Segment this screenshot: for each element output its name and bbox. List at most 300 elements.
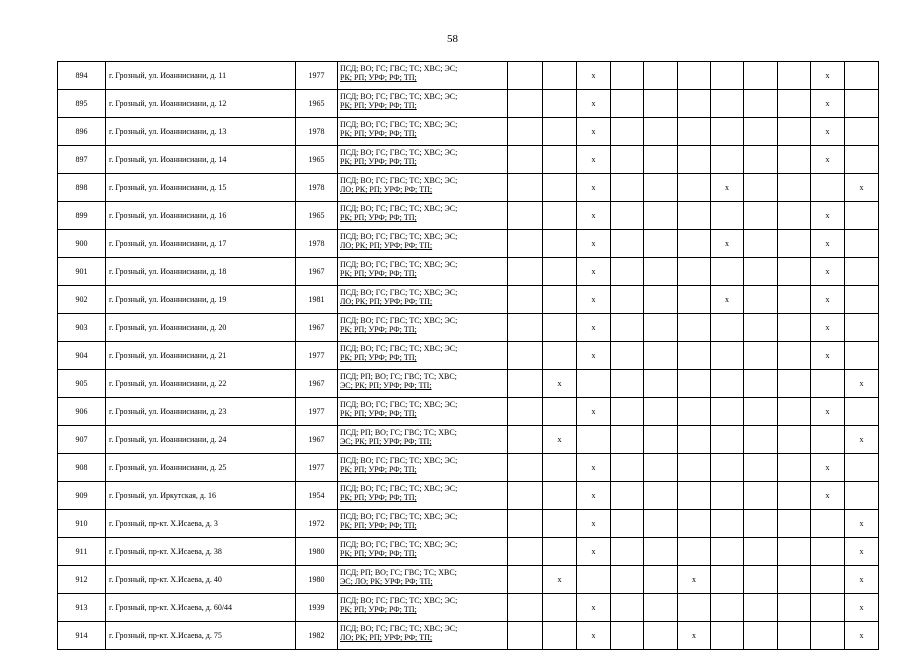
row-flag-cell xyxy=(744,258,778,286)
row-address: г. Грозный, ул. Иоаннисиани, д. 12 xyxy=(106,90,296,118)
row-flag-cell: x xyxy=(577,622,611,650)
row-flag-cell: x xyxy=(678,566,711,594)
row-year: 1977 xyxy=(296,454,338,482)
row-address: г. Грозный, ул. Иоаннисиани, д. 25 xyxy=(106,454,296,482)
row-flag-cell xyxy=(744,314,778,342)
table-row xyxy=(58,342,879,370)
row-flag-cell: x xyxy=(577,118,611,146)
row-flag-cell xyxy=(644,398,678,426)
row-flag-cell xyxy=(778,174,811,202)
row-flag-cell xyxy=(508,118,543,146)
row-flag-cell: x xyxy=(577,174,611,202)
row-flag-cell xyxy=(845,62,879,90)
row-flag-cell xyxy=(711,426,744,454)
table-row xyxy=(58,510,879,538)
row-number: 906 xyxy=(58,398,106,426)
row-flag-cell xyxy=(678,62,711,90)
row-flag-cell: x xyxy=(577,482,611,510)
row-works xyxy=(338,370,508,398)
row-flag-cell: x xyxy=(811,118,845,146)
row-flag-cell xyxy=(711,90,744,118)
row-works xyxy=(338,258,508,286)
row-flag-cell: x xyxy=(811,62,845,90)
page-number: 58 xyxy=(447,33,458,45)
row-year: 1981 xyxy=(296,286,338,314)
works-line-2: РК; РП; УРФ; РФ; ТП; xyxy=(340,157,417,166)
works-line-1: ПСД; ВО; ГС; ГВС; ТС; ХВС; ЭС; xyxy=(340,288,458,297)
row-flag-cell xyxy=(611,118,644,146)
table-row xyxy=(58,426,879,454)
row-works xyxy=(338,594,508,622)
row-flag-cell xyxy=(611,510,644,538)
row-flag-cell xyxy=(611,370,644,398)
row-flag-cell xyxy=(711,566,744,594)
row-flag-cell xyxy=(543,398,577,426)
row-flag-cell xyxy=(611,342,644,370)
row-works xyxy=(338,426,508,454)
table-row xyxy=(58,566,879,594)
row-flag-cell: x xyxy=(811,454,845,482)
row-flag-cell: x xyxy=(577,510,611,538)
row-flag-cell xyxy=(611,258,644,286)
row-flag-cell xyxy=(778,90,811,118)
row-flag-cell xyxy=(845,454,879,482)
row-flag-cell: x xyxy=(845,594,879,622)
works-line-1: ПСД; ВО; ГС; ГВС; ТС; ХВС; ЭС; xyxy=(340,148,458,157)
row-flag-cell: x xyxy=(577,594,611,622)
row-flag-cell xyxy=(611,230,644,258)
works-line-2: ЭС; ЛО; РК; УРФ; РФ; ТП; xyxy=(340,577,433,586)
row-flag-cell xyxy=(508,594,543,622)
works-line-2: РК; РП; УРФ; РФ; ТП; xyxy=(340,465,417,474)
row-works xyxy=(338,118,508,146)
row-flag-cell xyxy=(644,90,678,118)
table-row xyxy=(58,286,879,314)
row-address: г. Грозный, ул. Иоаннисиани, д. 16 xyxy=(106,202,296,230)
row-flag-cell xyxy=(778,202,811,230)
row-flag-cell xyxy=(778,314,811,342)
row-flag-cell xyxy=(711,314,744,342)
row-flag-cell: x xyxy=(845,538,879,566)
row-flag-cell xyxy=(611,146,644,174)
row-year: 1978 xyxy=(296,174,338,202)
row-flag-cell xyxy=(744,566,778,594)
row-flag-cell: x xyxy=(577,258,611,286)
works-line-2: РК; РП; УРФ; РФ; ТП; xyxy=(340,325,417,334)
row-flag-cell xyxy=(543,230,577,258)
row-works xyxy=(338,230,508,258)
row-flag-cell xyxy=(644,370,678,398)
row-flag-cell xyxy=(577,426,611,454)
row-flag-cell: x xyxy=(811,202,845,230)
row-flag-cell xyxy=(611,594,644,622)
row-flag-cell xyxy=(543,118,577,146)
works-line-2: РК; РП; УРФ; РФ; ТП; xyxy=(340,549,417,558)
row-address: г. Грозный, ул. Иоаннисиани, д. 15 xyxy=(106,174,296,202)
row-flag-cell: x xyxy=(711,230,744,258)
row-flag-cell xyxy=(811,566,845,594)
row-flag-cell xyxy=(711,454,744,482)
row-flag-cell xyxy=(678,202,711,230)
works-line-2: ЛО; РК; РП; УРФ; РФ; ТП; xyxy=(340,297,433,306)
row-flag-cell xyxy=(508,286,543,314)
row-flag-cell xyxy=(744,118,778,146)
row-flag-cell xyxy=(543,342,577,370)
row-flag-cell xyxy=(644,510,678,538)
row-works xyxy=(338,398,508,426)
row-flag-cell xyxy=(811,510,845,538)
row-number: 899 xyxy=(58,202,106,230)
row-works xyxy=(338,566,508,594)
row-year: 1977 xyxy=(296,342,338,370)
works-line-1: ПСД; ВО; ГС; ГВС; ТС; ХВС; ЭС; xyxy=(340,92,458,101)
row-flag-cell xyxy=(778,230,811,258)
row-flag-cell: x xyxy=(577,62,611,90)
row-flag-cell xyxy=(711,538,744,566)
row-year: 1972 xyxy=(296,510,338,538)
works-line-1: ПСД; ВО; ГС; ГВС; ТС; ХВС; ЭС; xyxy=(340,596,458,605)
row-flag-cell xyxy=(611,426,644,454)
row-number: 909 xyxy=(58,482,106,510)
row-flag-cell: x xyxy=(577,454,611,482)
row-flag-cell xyxy=(678,118,711,146)
works-line-2: РК; РП; УРФ; РФ; ТП; xyxy=(340,101,417,110)
works-line-2: РК; РП; УРФ; РФ; ТП; xyxy=(340,213,417,222)
row-flag-cell xyxy=(678,482,711,510)
row-number: 904 xyxy=(58,342,106,370)
works-line-2: РК; РП; УРФ; РФ; ТП; xyxy=(340,269,417,278)
row-flag-cell xyxy=(811,370,845,398)
row-flag-cell xyxy=(678,286,711,314)
row-flag-cell xyxy=(611,398,644,426)
row-flag-cell xyxy=(845,342,879,370)
row-address: г. Грозный, ул. Иоаннисиани, д. 24 xyxy=(106,426,296,454)
row-flag-cell: x xyxy=(543,370,577,398)
row-flag-cell xyxy=(543,174,577,202)
row-works xyxy=(338,510,508,538)
row-number: 911 xyxy=(58,538,106,566)
row-flag-cell xyxy=(543,314,577,342)
row-flag-cell xyxy=(711,482,744,510)
row-flag-cell xyxy=(711,118,744,146)
row-flag-cell: x xyxy=(845,370,879,398)
row-flag-cell: x xyxy=(811,286,845,314)
row-flag-cell xyxy=(811,594,845,622)
row-flag-cell xyxy=(508,258,543,286)
row-flag-cell xyxy=(508,510,543,538)
row-address: г. Грозный, пр-кт. Х.Исаева, д. 60/44 xyxy=(106,594,296,622)
row-flag-cell xyxy=(778,622,811,650)
row-flag-cell xyxy=(711,594,744,622)
row-flag-cell xyxy=(508,230,543,258)
row-flag-cell xyxy=(611,622,644,650)
row-number: 907 xyxy=(58,426,106,454)
row-flag-cell: x xyxy=(811,146,845,174)
row-flag-cell xyxy=(778,398,811,426)
row-flag-cell: x xyxy=(811,90,845,118)
row-flag-cell xyxy=(678,510,711,538)
row-flag-cell xyxy=(678,594,711,622)
row-flag-cell xyxy=(611,566,644,594)
works-line-1: ПСД; РП; ВО; ГС; ГВС; ТС; ХВС; xyxy=(340,428,457,437)
row-flag-cell: x xyxy=(811,398,845,426)
row-flag-cell xyxy=(611,174,644,202)
table-row xyxy=(58,90,879,118)
works-line-1: ПСД; ВО; ГС; ГВС; ТС; ХВС; ЭС; xyxy=(340,456,458,465)
row-flag-cell xyxy=(845,286,879,314)
row-address: г. Грозный, ул. Иоаннисиани, д. 11 xyxy=(106,62,296,90)
row-address: г. Грозный, ул. Иоаннисиани, д. 18 xyxy=(106,258,296,286)
works-line-1: ПСД; ВО; ГС; ГВС; ТС; ХВС; ЭС; xyxy=(340,484,458,493)
row-flag-cell xyxy=(778,426,811,454)
row-flag-cell: x xyxy=(543,426,577,454)
row-works xyxy=(338,90,508,118)
row-flag-cell xyxy=(508,482,543,510)
row-flag-cell xyxy=(744,482,778,510)
row-flag-cell xyxy=(744,202,778,230)
row-flag-cell xyxy=(778,454,811,482)
row-flag-cell xyxy=(744,622,778,650)
row-flag-cell xyxy=(644,426,678,454)
row-flag-cell: x xyxy=(811,230,845,258)
row-flag-cell xyxy=(678,90,711,118)
table-row xyxy=(58,314,879,342)
works-line-1: ПСД; ВО; ГС; ГВС; ТС; ХВС; ЭС; xyxy=(340,316,458,325)
row-flag-cell xyxy=(744,398,778,426)
row-flag-cell xyxy=(644,622,678,650)
row-flag-cell xyxy=(508,538,543,566)
row-flag-cell: x xyxy=(845,622,879,650)
row-number: 910 xyxy=(58,510,106,538)
row-flag-cell xyxy=(644,258,678,286)
row-flag-cell xyxy=(744,286,778,314)
table-row xyxy=(58,594,879,622)
works-line-2: РК; РП; УРФ; РФ; ТП; xyxy=(340,493,417,502)
row-address: г. Грозный, пр-кт. Х.Исаева, д. 38 xyxy=(106,538,296,566)
works-line-1: ПСД; ВО; ГС; ГВС; ТС; ХВС; ЭС; xyxy=(340,204,458,213)
row-year: 1939 xyxy=(296,594,338,622)
row-flag-cell xyxy=(508,90,543,118)
row-flag-cell: x xyxy=(845,510,879,538)
row-flag-cell xyxy=(611,62,644,90)
row-flag-cell: x xyxy=(811,258,845,286)
row-flag-cell: x xyxy=(711,286,744,314)
row-flag-cell xyxy=(845,482,879,510)
row-flag-cell xyxy=(577,370,611,398)
row-flag-cell xyxy=(778,538,811,566)
row-flag-cell xyxy=(778,566,811,594)
row-flag-cell xyxy=(678,174,711,202)
row-number: 901 xyxy=(58,258,106,286)
row-works xyxy=(338,62,508,90)
row-flag-cell: x xyxy=(811,482,845,510)
row-number: 903 xyxy=(58,314,106,342)
row-flag-cell: x xyxy=(845,566,879,594)
row-flag-cell xyxy=(543,62,577,90)
row-flag-cell xyxy=(508,314,543,342)
table-row xyxy=(58,454,879,482)
works-line-1: ПСД; ВО; ГС; ГВС; ТС; ХВС; ЭС; xyxy=(340,64,458,73)
row-flag-cell xyxy=(778,286,811,314)
row-number: 905 xyxy=(58,370,106,398)
row-flag-cell xyxy=(711,146,744,174)
row-works xyxy=(338,454,508,482)
row-flag-cell xyxy=(744,370,778,398)
table-row xyxy=(58,230,879,258)
row-flag-cell xyxy=(508,426,543,454)
row-flag-cell xyxy=(711,202,744,230)
row-flag-cell xyxy=(611,482,644,510)
works-line-2: РК; РП; УРФ; РФ; ТП; xyxy=(340,73,417,82)
row-flag-cell xyxy=(744,342,778,370)
row-flag-cell xyxy=(778,482,811,510)
row-address: г. Грозный, ул. Иоаннисиани, д. 14 xyxy=(106,146,296,174)
row-flag-cell xyxy=(845,90,879,118)
row-flag-cell: x xyxy=(577,538,611,566)
row-flag-cell xyxy=(611,202,644,230)
row-number: 913 xyxy=(58,594,106,622)
works-line-1: ПСД; ВО; ГС; ГВС; ТС; ХВС; ЭС; xyxy=(340,400,458,409)
row-flag-cell xyxy=(744,230,778,258)
row-year: 1977 xyxy=(296,62,338,90)
row-flag-cell: x xyxy=(811,342,845,370)
row-address: г. Грозный, ул. Иоаннисиани, д. 22 xyxy=(106,370,296,398)
row-flag-cell xyxy=(543,258,577,286)
row-flag-cell xyxy=(678,398,711,426)
row-flag-cell: x xyxy=(678,622,711,650)
row-flag-cell xyxy=(778,62,811,90)
row-flag-cell xyxy=(611,90,644,118)
row-flag-cell xyxy=(711,370,744,398)
works-line-2: ЭС; РК; РП; УРФ; РФ; ТП; xyxy=(340,381,432,390)
row-address: г. Грозный, ул. Иоаннисиани, д. 17 xyxy=(106,230,296,258)
works-line-2: РК; РП; УРФ; РФ; ТП; xyxy=(340,129,417,138)
row-flag-cell xyxy=(543,202,577,230)
row-year: 1980 xyxy=(296,538,338,566)
table-row xyxy=(58,622,879,650)
row-flag-cell xyxy=(711,258,744,286)
row-works xyxy=(338,286,508,314)
works-line-2: ЛО; РК; РП; УРФ; РФ; ТП; xyxy=(340,185,433,194)
row-flag-cell xyxy=(508,370,543,398)
row-number: 914 xyxy=(58,622,106,650)
row-flag-cell xyxy=(778,594,811,622)
row-flag-cell xyxy=(543,454,577,482)
row-flag-cell xyxy=(778,258,811,286)
row-flag-cell: x xyxy=(577,146,611,174)
row-year: 1967 xyxy=(296,426,338,454)
row-address: г. Грозный, ул. Иоаннисиани, д. 23 xyxy=(106,398,296,426)
row-flag-cell xyxy=(543,510,577,538)
row-number: 912 xyxy=(58,566,106,594)
row-year: 1982 xyxy=(296,622,338,650)
works-line-2: ЭС; РК; РП; УРФ; РФ; ТП; xyxy=(340,437,432,446)
row-flag-cell xyxy=(744,174,778,202)
row-flag-cell xyxy=(678,454,711,482)
row-address: г. Грозный, ул. Иркутская, д. 16 xyxy=(106,482,296,510)
works-line-2: РК; РП; УРФ; РФ; ТП; xyxy=(340,353,417,362)
row-flag-cell xyxy=(845,202,879,230)
row-year: 1967 xyxy=(296,370,338,398)
row-flag-cell xyxy=(678,342,711,370)
row-flag-cell xyxy=(678,426,711,454)
row-address: г. Грозный, ул. Иоаннисиани, д. 20 xyxy=(106,314,296,342)
row-year: 1965 xyxy=(296,90,338,118)
row-address: г. Грозный, ул. Иоаннисиани, д. 21 xyxy=(106,342,296,370)
row-flag-cell xyxy=(508,146,543,174)
row-flag-cell xyxy=(845,314,879,342)
row-address: г. Грозный, пр-кт. Х.Исаева, д. 40 xyxy=(106,566,296,594)
row-number: 897 xyxy=(58,146,106,174)
row-flag-cell xyxy=(644,594,678,622)
works-line-1: ПСД; ВО; ГС; ГВС; ТС; ХВС; ЭС; xyxy=(340,624,458,633)
row-address: г. Грозный, пр-кт. Х.Исаева, д. 75 xyxy=(106,622,296,650)
works-line-2: РК; РП; УРФ; РФ; ТП; xyxy=(340,409,417,418)
row-year: 1977 xyxy=(296,398,338,426)
row-flag-cell xyxy=(611,286,644,314)
row-flag-cell xyxy=(508,342,543,370)
row-flag-cell xyxy=(644,174,678,202)
row-flag-cell xyxy=(711,510,744,538)
row-flag-cell xyxy=(611,454,644,482)
row-year: 1967 xyxy=(296,258,338,286)
works-line-1: ПСД; ВО; ГС; ГВС; ТС; ХВС; ЭС; xyxy=(340,512,458,521)
row-flag-cell xyxy=(778,370,811,398)
row-flag-cell xyxy=(744,426,778,454)
row-number: 900 xyxy=(58,230,106,258)
row-flag-cell xyxy=(845,230,879,258)
works-line-2: ЛО; РК; РП; УРФ; РФ; ТП; xyxy=(340,241,433,250)
row-number: 902 xyxy=(58,286,106,314)
row-number: 908 xyxy=(58,454,106,482)
row-flag-cell xyxy=(711,342,744,370)
row-address: г. Грозный, ул. Иоаннисиани, д. 19 xyxy=(106,286,296,314)
row-flag-cell xyxy=(811,174,845,202)
row-works xyxy=(338,174,508,202)
row-flag-cell: x xyxy=(845,174,879,202)
row-flag-cell: x xyxy=(577,314,611,342)
row-flag-cell xyxy=(678,146,711,174)
row-flag-cell xyxy=(644,482,678,510)
row-flag-cell xyxy=(811,538,845,566)
row-flag-cell xyxy=(543,622,577,650)
row-flag-cell xyxy=(744,90,778,118)
row-flag-cell xyxy=(644,230,678,258)
row-number: 895 xyxy=(58,90,106,118)
row-flag-cell: x xyxy=(811,314,845,342)
row-flag-cell xyxy=(744,510,778,538)
row-flag-cell xyxy=(845,398,879,426)
row-number: 894 xyxy=(58,62,106,90)
row-flag-cell xyxy=(543,286,577,314)
works-line-2: РК; РП; УРФ; РФ; ТП; xyxy=(340,605,417,614)
row-flag-cell xyxy=(644,454,678,482)
row-flag-cell xyxy=(778,146,811,174)
table-row xyxy=(58,118,879,146)
row-flag-cell xyxy=(644,62,678,90)
row-flag-cell: x xyxy=(711,174,744,202)
row-flag-cell xyxy=(711,62,744,90)
row-works xyxy=(338,314,508,342)
table-row xyxy=(58,258,879,286)
row-flag-cell: x xyxy=(845,426,879,454)
row-flag-cell xyxy=(678,230,711,258)
row-year: 1965 xyxy=(296,202,338,230)
row-flag-cell xyxy=(508,62,543,90)
row-flag-cell xyxy=(611,314,644,342)
table-row xyxy=(58,538,879,566)
row-number: 896 xyxy=(58,118,106,146)
